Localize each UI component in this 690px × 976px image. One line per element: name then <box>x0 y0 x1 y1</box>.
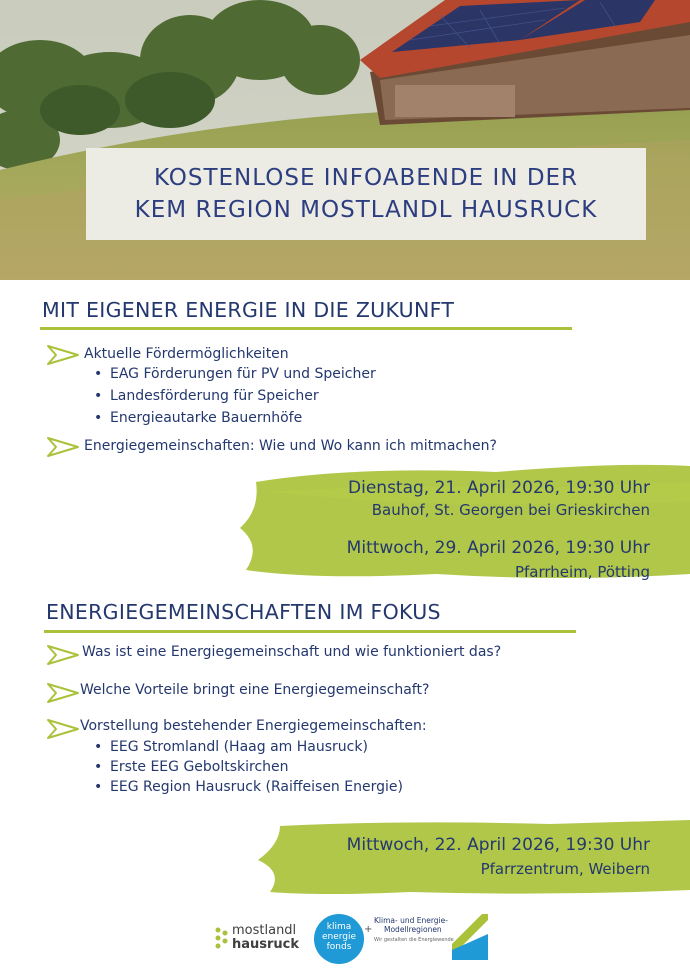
dots-logo-icon <box>214 926 230 952</box>
section2-subitem: • EEG Stromlandl (Haag am Hausruck) <box>94 739 368 755</box>
section2-item3-label: Vorstellung bestehender Energiegemeinschaften: <box>80 718 427 734</box>
energie-text: energie <box>321 932 357 942</box>
chevron-arrow-icon <box>46 682 80 704</box>
section1-subitem: • Landesförderung für Speicher <box>94 388 319 404</box>
hero-title-box <box>86 148 646 240</box>
klima-energie-fonds-logo <box>314 914 364 964</box>
hero-title-line1: KOSTENLOSE INFOABENDE IN DER <box>153 165 579 191</box>
section2-subitem: • Erste EEG Geboltskirchen <box>94 759 289 775</box>
kem-mark-icon <box>452 914 488 960</box>
hero-title-line2: KEM REGION MOSTLANDL HAUSRUCK <box>134 197 598 223</box>
hausruck-text: hausruck <box>232 937 300 952</box>
event1-date: Dienstag, 21. April 2026, 19:30 Uhr <box>348 478 650 498</box>
mostlandl-hausruck-logo <box>214 922 304 958</box>
section1-rule <box>40 327 572 330</box>
event3-place: Pfarrzentrum, Weibern <box>480 860 650 878</box>
chevron-arrow-icon <box>46 436 80 458</box>
section1-item1-label: Aktuelle Fördermöglichkeiten <box>84 346 289 362</box>
logo-bar <box>0 908 690 968</box>
event3-date: Mittwoch, 22. April 2026, 19:30 Uhr <box>346 835 650 855</box>
section2-heading: ENERGIEGEMEINSCHAFTEN IM FOKUS <box>46 600 441 624</box>
section1-heading: MIT EIGENER ENERGIE IN DIE ZUKUNFT <box>42 298 455 322</box>
section2-item1-label: Was ist eine Energiegemeinschaft und wie funktioniert das? <box>82 644 502 660</box>
hero-photo <box>0 0 690 280</box>
event2-date: Mittwoch, 29. April 2026, 19:30 Uhr <box>346 538 650 558</box>
mostlandl-text: mostlandl <box>232 923 297 938</box>
section2-item2-label: Welche Vorteile bringt eine Energiegemeinschaft? <box>80 682 430 698</box>
section2-subitem: • EEG Region Hausruck (Raiffeisen Energie) <box>94 779 403 795</box>
modellregion-line2: Modellregionen <box>384 925 442 934</box>
plus-mark: + <box>364 924 373 935</box>
chevron-arrow-icon <box>46 344 80 366</box>
section2-rule <box>44 630 576 633</box>
section1-subitem: • Energieautarke Bauernhöfe <box>94 410 302 426</box>
chevron-arrow-icon <box>46 718 80 740</box>
modellregion-tagline: Wir gestalten die Energiewende <box>374 937 454 943</box>
event-highlight-brush <box>250 820 690 896</box>
event2-place: Pfarrheim, Pötting <box>514 563 650 581</box>
chevron-arrow-icon <box>46 644 80 666</box>
section1-subitem: • EAG Förderungen für PV und Speicher <box>94 366 376 382</box>
section1-item2-label: Energiegemeinschaften: Wie und Wo kann ich mitmachen? <box>84 438 497 454</box>
modellregion-line1: Klima- und Energie- <box>374 916 448 925</box>
event1-place: Bauhof, St. Georgen bei Grieskirchen <box>371 501 650 519</box>
fonds-text: fonds <box>326 942 352 952</box>
klima-text: klima <box>326 922 352 932</box>
